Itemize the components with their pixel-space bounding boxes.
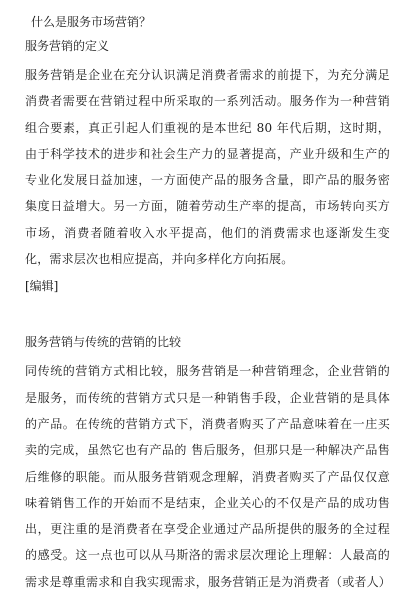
section-title-comparison: 服务营销与传统的营销的比较 [25, 335, 182, 350]
section-gap [25, 294, 390, 334]
comparison-paragraph: 同传统的营销方式相比较，服务营销是一种营销理念，企业营销的是服务，而传统的营销方式只是一种销售手段，企业营销的是具体的产品。在传统的营销方式下，消费者购买了产品意味着在一庄买卖的完成，虽然它也有产品的 售后服务，但那只是一种解决产品售后维修的职能。而从服务营销观念理解，消费者购买了产品仅仅意味着销售工作的开始而不是结束，企业关心的不仅是产品的成功售出，更注重的是消费者在享受企业通过产品所提供的服务的全过程的感受。这一点也可以从马斯洛的需求层次理论上理解：人最高的需求是尊重需求和自我实现需求，服务营销正是为消费者（或者人） [25, 364, 392, 589]
section-title-definition: 服务营销的定义 [25, 39, 110, 53]
definition-paragraph: 服务营销是企业在充分认识满足消费者需求的前提下，为充分满足消费者需要在营销过程中所采取的一系列活动。服务作为一种营销组合要素，真正引起人们重视的是本世纪 80 年代后期，这时期，由于科学技术的进步和社会生产力的显著提高，产业升级和生产的专业化发展日益加速，一方面使产品的服务含量，即产品的服务密集度日益增大。另一方面，随着劳动生产率的提高，市场转向买方市场，消费者随着收入水平提高，他们的消费需求也逐渐发生变化，需求层次也相应提高，并向多样化方向拓展。 [25, 68, 390, 267]
question-title: 什么是服务市场营销？ [31, 15, 152, 29]
edit-link[interactable]: [编辑] [25, 279, 59, 294]
